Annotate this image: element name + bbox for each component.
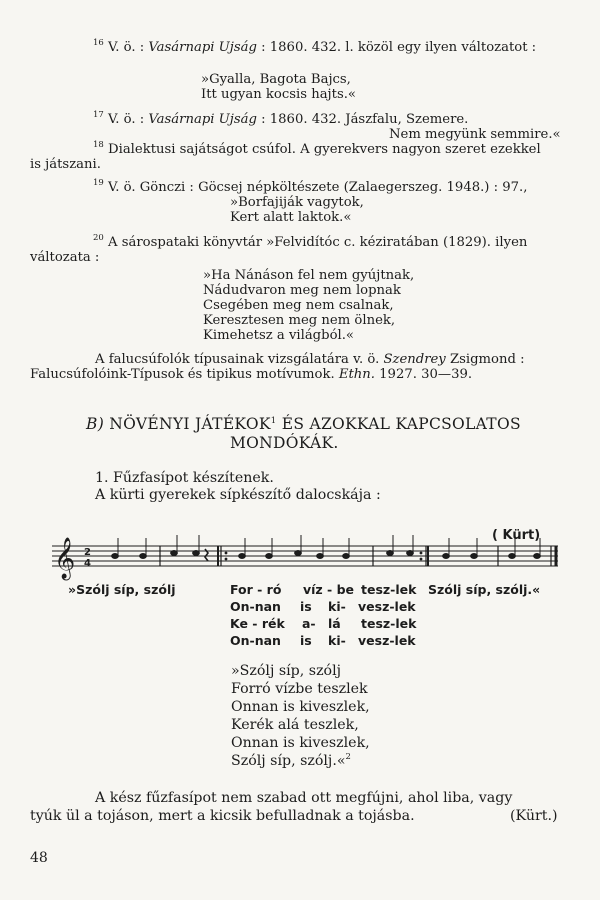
lyric-row-4-a: On-nan	[230, 633, 281, 648]
lyric-row-2-a: On-nan	[230, 599, 281, 614]
lyric-row-1-a: For - ró	[230, 582, 282, 597]
lyric-row-3-c: lá	[328, 616, 341, 631]
section-heading-line-2: MONDÓKÁK.	[230, 434, 339, 452]
poem-line-5: Onnan is kiveszlek,	[231, 735, 370, 751]
footnote-19-verse-1: »Borfajiják vagytok,	[230, 195, 364, 210]
page-number: 48	[30, 850, 48, 866]
footnote-19: $^{19}$ V. ö. Gönczi : Göcsej népköltészete (Zalaegerszeg. 1948.) : 97.,	[93, 178, 528, 195]
svg-text:4: 4	[84, 558, 91, 569]
lyric-row-4-c: ki-	[328, 633, 346, 648]
poem-line-4: Kerék alá teszlek,	[231, 717, 359, 733]
footnote-20-verse-2: Nádudvaron meg nem lopnak	[203, 283, 401, 298]
lyric-row-2-b: is	[300, 599, 312, 614]
treble-clef-icon: 𝄞	[54, 538, 76, 579]
footnote-17-verse: Nem megyünk semmire.«	[389, 127, 561, 142]
footnote-16-verse-1: »Gyalla, Bagota Bajcs,	[201, 72, 351, 87]
poem-line-6: Szólj síp, szólj.«$^2$	[231, 752, 351, 769]
lyric-row-3-a: Ke - rék	[230, 616, 285, 631]
footnote-20: $^{20}$ A sárospataki könyvtár »Felvidítóc c. kéziratában (1829). ilyen	[93, 233, 528, 250]
lyric-row-1-c: tesz-lek	[361, 582, 417, 597]
footnote-20-verse-3: Csegében meg nem csalnak,	[203, 298, 394, 313]
poem-line-2: Forró vízbe teszlek	[231, 681, 368, 697]
lyric-row-4-b: is	[300, 633, 312, 648]
poem-line-3: Onnan is kiveszlek,	[231, 699, 370, 715]
footnote-20-verse-5: Kimehetsz a világból.«	[203, 328, 354, 343]
lyric-row-1-b: víz - be	[303, 582, 355, 597]
footnote-20-verse-4: Keresztesen meg nem ölnek,	[203, 313, 396, 328]
section-heading: B) NÖVÉNYI JÁTÉKOK$^1$ ÉS AZOKKAL KAPCSOLATOS	[86, 415, 521, 433]
lyric-row-3-b: a-	[302, 616, 316, 631]
footnote-20-cont: változata :	[30, 250, 100, 265]
reference-line-1: A falucsúfolók típusainak vizsgálatára v. ö. Szendrey Zsigmond :	[95, 352, 525, 367]
lyric-row-4-d: vesz-lek	[358, 633, 416, 648]
poem-line-1: »Szólj síp, szólj	[231, 663, 342, 679]
music-lyrics-start: »Szólj síp, szólj	[68, 582, 176, 597]
footnote-16-verse-2: Itt ugyan kocsis hajts.«	[201, 87, 356, 102]
footnote-18-cont: is játszani.	[30, 157, 101, 172]
item-subtitle: A kürti gyerekek sípkészítő dalocskája :	[95, 487, 381, 503]
svg-text:2: 2	[84, 547, 91, 558]
closing-line-2: tyúk ül a tojáson, mert a kicsik befulladnak a tojásba.	[30, 808, 415, 824]
footnote-17: $^{17}$ V. ö. : Vasárnapi Ujság : 1860. 432. Jászfalu, Szemere.	[93, 110, 469, 127]
footnote-20-verse-1: »Ha Nánáson fel nem gyújtnak,	[203, 268, 415, 283]
footnote-19-verse-2: Kert alatt laktok.«	[230, 210, 352, 225]
music-place-label: ( Kürt)	[492, 528, 541, 543]
music-lyrics-end: Szólj síp, szólj.«	[428, 582, 541, 597]
item-title: 1. Fűzfasípot készítenek.	[95, 470, 274, 486]
closing-line-1: A kész fűzfasípot nem szabad ott megfújni, ahol liba, vagy	[95, 790, 513, 806]
footnote-16: $^{16}$ V. ö. : Vasárnapi Ujság : 1860. 432. l. közöl egy ilyen változatot :	[93, 38, 537, 55]
lyric-row-2-d: vesz-lek	[358, 599, 416, 614]
lyric-row-3-d: tesz-lek	[361, 616, 417, 631]
footnote-18: $^{18}$ Dialektusi sajátságot csúfol. A gyerekvers nagyon szeret ezekkel	[93, 140, 541, 157]
music-notes	[112, 535, 541, 561]
closing-source: (Kürt.)	[510, 808, 558, 824]
reference-line-2: Falucsúfolóink-Típusok és tipikus motívumok. Ethn. 1927. 30—39.	[30, 367, 473, 382]
lyric-row-2-c: ki-	[328, 599, 346, 614]
